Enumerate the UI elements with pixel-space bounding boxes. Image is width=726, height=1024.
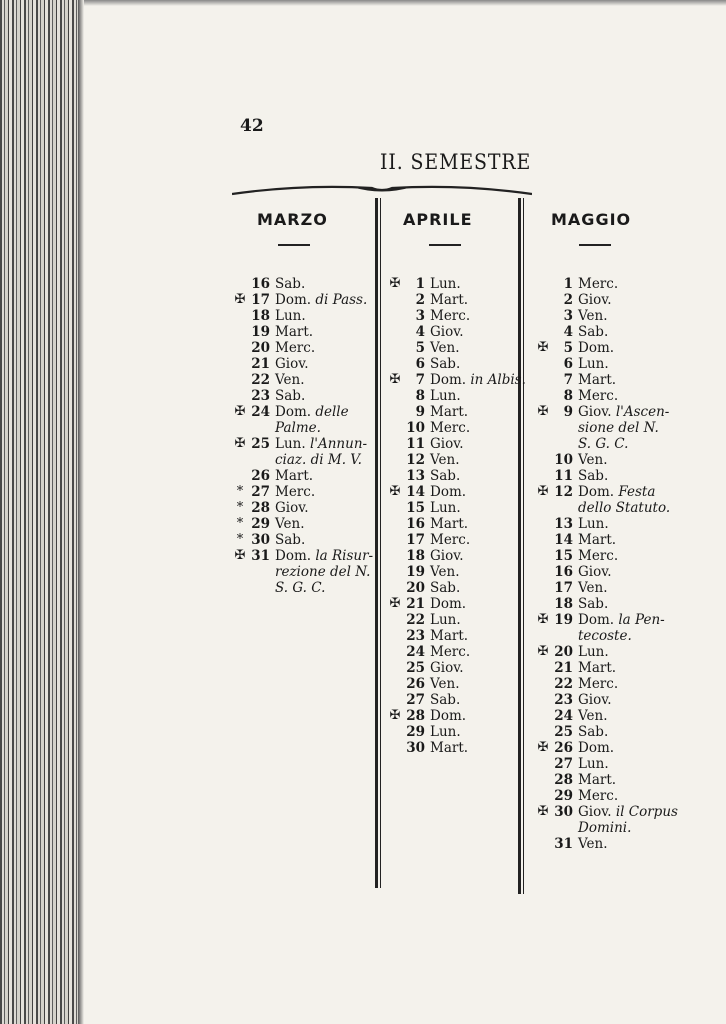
calendar-entry (533, 788, 678, 804)
day-number: 26 (406, 676, 425, 692)
day-number: 17 (251, 292, 270, 308)
day-number: 15 (406, 500, 425, 516)
weekday-name: Giov. (430, 436, 464, 452)
day-number: 4 (563, 324, 573, 340)
day-number: 11 (554, 468, 573, 484)
day-number: 22 (406, 612, 425, 628)
weekday-name: Ven. (430, 676, 460, 692)
weekday-name: Dom. (430, 596, 467, 612)
feast-note-continuation: Domini. (578, 820, 632, 836)
weekday-name: Lun. (430, 612, 461, 628)
cross-icon: ✠ (389, 708, 401, 723)
day-number: 6 (563, 356, 573, 372)
calendar-entry (385, 516, 526, 532)
day-number: 27 (251, 484, 270, 500)
weekday-name: Giov. (578, 692, 612, 708)
calendar-entry (230, 356, 373, 372)
feast-note-continuation: tecoste. (578, 628, 632, 644)
day-number: 16 (406, 516, 425, 532)
weekday-name: Lun. (430, 388, 461, 404)
day-number: 7 (563, 372, 573, 388)
calendar-entry (533, 276, 678, 292)
calendar-entry (533, 612, 678, 628)
day-number: 19 (554, 612, 573, 628)
feast-note: Festa (618, 484, 656, 500)
weekday-name: Sab. (578, 596, 609, 612)
day-number: 22 (251, 372, 270, 388)
day-number: 30 (554, 804, 573, 820)
weekday-name: Mart. (275, 468, 314, 484)
calendar-entry (533, 708, 678, 724)
calendar-entry (385, 724, 526, 740)
weekday-name: Ven. (275, 372, 305, 388)
day-number: 20 (406, 580, 425, 596)
weekday-name: Dom. (275, 404, 312, 420)
calendar-entry (385, 372, 526, 388)
feast-note-continuation: S. G. C. (578, 436, 629, 452)
weekday-name: Dom. (578, 484, 615, 500)
weekday-name: Merc. (430, 308, 471, 324)
day-number: 25 (251, 436, 270, 452)
calendar-entry (533, 372, 678, 388)
cross-icon: ✠ (537, 612, 549, 627)
weekday-name: Lun. (578, 756, 609, 772)
day-number: 23 (251, 388, 270, 404)
ornamental-rule (232, 180, 532, 200)
calendar-entry (385, 404, 526, 420)
weekday-name: Dom. (430, 708, 467, 724)
weekday-name: Giov. (275, 356, 309, 372)
calendar-entry (230, 532, 373, 548)
day-number: 6 (415, 356, 425, 372)
calendar-entry (533, 340, 678, 356)
calendar-entry (385, 596, 526, 612)
day-number: 1 (415, 276, 425, 292)
calendar-entry (533, 740, 678, 756)
day-number: 16 (554, 564, 573, 580)
calendar-entry (385, 292, 526, 308)
calendar-entry (230, 500, 373, 516)
cross-icon: ✠ (234, 292, 246, 307)
weekday-name: Ven. (430, 452, 460, 468)
day-number: 9 (415, 404, 425, 420)
weekday-name: Dom. (430, 372, 467, 388)
cross-icon: ✠ (537, 340, 549, 355)
weekday-name: Mart. (430, 740, 469, 756)
calendar-entry (385, 356, 526, 372)
cross-icon: ✠ (234, 548, 246, 563)
calendar-entry (385, 660, 526, 676)
day-number: 18 (251, 308, 270, 324)
calendar-column-aprile (385, 276, 526, 756)
weekday-name: Sab. (578, 468, 609, 484)
day-number: 13 (406, 468, 425, 484)
calendar-entry (533, 564, 678, 580)
calendar-column-marzo (230, 276, 373, 596)
weekday-name: Merc. (275, 484, 316, 500)
weekday-name: Mart. (578, 532, 617, 548)
day-number: 21 (251, 356, 270, 372)
weekday-name: Giov. (275, 500, 309, 516)
day-number: 5 (415, 340, 425, 356)
weekday-name: Lun. (430, 724, 461, 740)
calendar-entry (385, 740, 526, 756)
weekday-name: Sab. (430, 468, 461, 484)
calendar-entry (533, 548, 678, 564)
weekday-name: Giov. (430, 660, 464, 676)
day-number: 31 (251, 548, 270, 564)
calendar-entry (385, 436, 526, 452)
feast-note: la Risur- (315, 548, 374, 564)
day-number: 23 (406, 628, 425, 644)
day-number: 4 (415, 324, 425, 340)
day-number: 2 (563, 292, 573, 308)
page-title: II. SEMESTRE (380, 150, 532, 174)
calendar-entry (230, 372, 373, 388)
day-number: 25 (554, 724, 573, 740)
asterisk-icon: * (236, 532, 244, 547)
cross-icon: ✠ (537, 484, 549, 499)
column-divider (375, 198, 378, 888)
weekday-name: Mart. (430, 516, 469, 532)
day-number: 19 (406, 564, 425, 580)
day-number: 27 (554, 756, 573, 772)
weekday-name: Sab. (430, 580, 461, 596)
day-number: 30 (406, 740, 425, 756)
calendar-entry (533, 404, 678, 420)
calendar-column-maggio (533, 276, 678, 852)
day-number: 3 (563, 308, 573, 324)
book-spine (0, 0, 78, 1024)
feast-note-continuation: sione del N. (578, 420, 659, 436)
calendar-entry (385, 340, 526, 356)
calendar-entry (533, 692, 678, 708)
calendar-entry (533, 804, 678, 820)
day-number: 12 (554, 484, 573, 500)
weekday-name: Giov. (578, 564, 612, 580)
calendar-entry (385, 324, 526, 340)
calendar-entry (385, 548, 526, 564)
calendar-entry (533, 756, 678, 772)
calendar-entry (385, 420, 526, 436)
cross-icon: ✠ (389, 372, 401, 387)
feast-note-continuation: ciaz. di M. V. (275, 452, 362, 468)
weekday-name: Dom. (275, 292, 312, 308)
day-number: 14 (554, 532, 573, 548)
weekday-name: Lun. (430, 500, 461, 516)
calendar-entry (533, 772, 678, 788)
day-number: 28 (554, 772, 573, 788)
weekday-name: Ven. (578, 708, 608, 724)
day-number: 26 (251, 468, 270, 484)
calendar-entry (385, 532, 526, 548)
weekday-name: Giov. (578, 804, 612, 820)
day-number: 27 (406, 692, 425, 708)
feast-note: in Albis. (470, 372, 526, 388)
weekday-name: Lun. (578, 644, 609, 660)
day-number: 21 (554, 660, 573, 676)
day-number: 11 (406, 436, 425, 452)
weekday-name: Mart. (578, 772, 617, 788)
calendar-entry (533, 388, 678, 404)
weekday-name: Dom. (578, 612, 615, 628)
day-number: 17 (406, 532, 425, 548)
calendar-entry (533, 532, 678, 548)
weekday-name: Sab. (275, 276, 306, 292)
calendar-entry (230, 340, 373, 356)
weekday-name: Dom. (430, 484, 467, 500)
cross-icon: ✠ (389, 596, 401, 611)
calendar-entry (230, 292, 373, 308)
weekday-name: Sab. (578, 724, 609, 740)
day-number: 21 (406, 596, 425, 612)
weekday-name: Lun. (578, 516, 609, 532)
weekday-name: Mart. (430, 404, 469, 420)
month-underline (278, 244, 310, 246)
calendar-entry (230, 484, 373, 500)
weekday-name: Ven. (578, 836, 608, 852)
feast-note: la Pen- (618, 612, 665, 628)
calendar-entry (230, 548, 373, 564)
asterisk-icon: * (236, 516, 244, 531)
cross-icon: ✠ (234, 404, 246, 419)
column-divider (380, 198, 381, 888)
month-underline (579, 244, 611, 246)
calendar-entry (533, 644, 678, 660)
calendar-entry (230, 404, 373, 420)
calendar-entry (533, 324, 678, 340)
day-number: 18 (406, 548, 425, 564)
feast-note: di Pass. (315, 292, 368, 308)
feast-note: l'Ascen- (615, 404, 670, 420)
weekday-name: Mart. (275, 324, 314, 340)
feast-note-continuation: S. G. C. (275, 580, 326, 596)
weekday-name: Ven. (578, 580, 608, 596)
calendar-entry (385, 452, 526, 468)
calendar-entry (230, 276, 373, 292)
feast-note-continuation: rezione del N. (275, 564, 371, 580)
day-number: 3 (415, 308, 425, 324)
calendar-entry (230, 516, 373, 532)
day-number: 28 (251, 500, 270, 516)
weekday-name: Mart. (430, 628, 469, 644)
calendar-entry (533, 356, 678, 372)
weekday-name: Ven. (430, 340, 460, 356)
calendar-entry (385, 468, 526, 484)
calendar-entry (533, 308, 678, 324)
calendar-entry (385, 692, 526, 708)
day-number: 24 (251, 404, 270, 420)
month-heading-marzo: MARZO (257, 210, 328, 229)
day-number: 24 (554, 708, 573, 724)
day-number: 31 (554, 836, 573, 852)
day-number: 7 (415, 372, 425, 388)
cross-icon: ✠ (537, 804, 549, 819)
cross-icon: ✠ (537, 404, 549, 419)
calendar-entry (385, 676, 526, 692)
month-heading-maggio: MAGGIO (551, 210, 632, 229)
day-number: 29 (406, 724, 425, 740)
day-number: 8 (415, 388, 425, 404)
weekday-name: Merc. (578, 676, 619, 692)
weekday-name: Merc. (430, 532, 471, 548)
asterisk-icon: * (236, 500, 244, 515)
cross-icon: ✠ (234, 436, 246, 451)
weekday-name: Giov. (430, 324, 464, 340)
calendar-entry (533, 292, 678, 308)
calendar-entry (533, 580, 678, 596)
weekday-name: Lun. (578, 356, 609, 372)
weekday-name: Dom. (578, 740, 615, 756)
calendar-entry (385, 388, 526, 404)
weekday-name: Ven. (430, 564, 460, 580)
calendar-entry (385, 308, 526, 324)
day-number: 12 (406, 452, 425, 468)
page-number: 42 (240, 116, 264, 136)
feast-note-continuation: Palme. (275, 420, 321, 436)
calendar-entry (533, 596, 678, 612)
weekday-name: Merc. (578, 388, 619, 404)
day-number: 29 (251, 516, 270, 532)
day-number: 18 (554, 596, 573, 612)
calendar-entry (385, 276, 526, 292)
calendar-entry (385, 644, 526, 660)
calendar-entry (533, 484, 678, 500)
weekday-name: Merc. (430, 420, 471, 436)
day-number: 24 (406, 644, 425, 660)
weekday-name: Merc. (430, 644, 471, 660)
calendar-entry (385, 484, 526, 500)
weekday-name: Lun. (275, 308, 306, 324)
cross-icon: ✠ (537, 644, 549, 659)
asterisk-icon: * (236, 484, 244, 499)
calendar-entry (533, 724, 678, 740)
feast-note: l'Annun- (309, 436, 368, 452)
cross-icon: ✠ (389, 276, 401, 291)
calendar-entry (230, 324, 373, 340)
day-number: 2 (415, 292, 425, 308)
calendar-entry (230, 388, 373, 404)
calendar-entry (385, 564, 526, 580)
day-number: 5 (563, 340, 573, 356)
day-number: 29 (554, 788, 573, 804)
weekday-name: Lun. (275, 436, 306, 452)
day-number: 22 (554, 676, 573, 692)
weekday-name: Dom. (275, 548, 312, 564)
weekday-name: Giov. (578, 292, 612, 308)
cross-icon: ✠ (389, 484, 401, 499)
weekday-name: Dom. (578, 340, 615, 356)
day-number: 19 (251, 324, 270, 340)
calendar-entry (385, 612, 526, 628)
day-number: 23 (554, 692, 573, 708)
calendar-entry (385, 708, 526, 724)
day-number: 8 (563, 388, 573, 404)
day-number: 15 (554, 548, 573, 564)
weekday-name: Mart. (578, 372, 617, 388)
calendar-entry (230, 468, 373, 484)
weekday-name: Sab. (430, 692, 461, 708)
page-top-edge (84, 0, 726, 6)
calendar-entry (533, 660, 678, 676)
weekday-name: Lun. (430, 276, 461, 292)
weekday-name: Merc. (275, 340, 316, 356)
calendar-entry (533, 836, 678, 852)
day-number: 20 (251, 340, 270, 356)
month-underline (429, 244, 461, 246)
day-number: 10 (554, 452, 573, 468)
day-number: 17 (554, 580, 573, 596)
weekday-name: Mart. (578, 660, 617, 676)
weekday-name: Merc. (578, 276, 619, 292)
calendar-entry (230, 436, 373, 452)
day-number: 14 (406, 484, 425, 500)
feast-note-continuation: dello Statuto. (578, 500, 671, 516)
feast-note: il Corpus (615, 804, 678, 820)
month-heading-aprile: APRILE (403, 210, 473, 229)
day-number: 1 (563, 276, 573, 292)
weekday-name: Ven. (578, 308, 608, 324)
calendar-entry (385, 628, 526, 644)
weekday-name: Giov. (430, 548, 464, 564)
day-number: 9 (563, 404, 573, 420)
weekday-name: Sab. (275, 532, 306, 548)
weekday-name: Ven. (578, 452, 608, 468)
day-number: 25 (406, 660, 425, 676)
calendar-entry (533, 468, 678, 484)
calendar-entry (385, 500, 526, 516)
day-number: 10 (406, 420, 425, 436)
day-number: 16 (251, 276, 270, 292)
weekday-name: Giov. (578, 404, 612, 420)
day-number: 26 (554, 740, 573, 756)
day-number: 28 (406, 708, 425, 724)
weekday-name: Sab. (275, 388, 306, 404)
day-number: 20 (554, 644, 573, 660)
day-number: 13 (554, 516, 573, 532)
spine-shadow (78, 0, 84, 1024)
weekday-name: Merc. (578, 548, 619, 564)
calendar-entry (385, 580, 526, 596)
day-number: 30 (251, 532, 270, 548)
weekday-name: Sab. (578, 324, 609, 340)
cross-icon: ✠ (537, 740, 549, 755)
calendar-entry (230, 308, 373, 324)
weekday-name: Ven. (275, 516, 305, 532)
calendar-entry (533, 452, 678, 468)
weekday-name: Merc. (578, 788, 619, 804)
calendar-entry (533, 676, 678, 692)
weekday-name: Mart. (430, 292, 469, 308)
weekday-name: Sab. (430, 356, 461, 372)
calendar-entry (533, 516, 678, 532)
feast-note: delle (315, 404, 349, 420)
